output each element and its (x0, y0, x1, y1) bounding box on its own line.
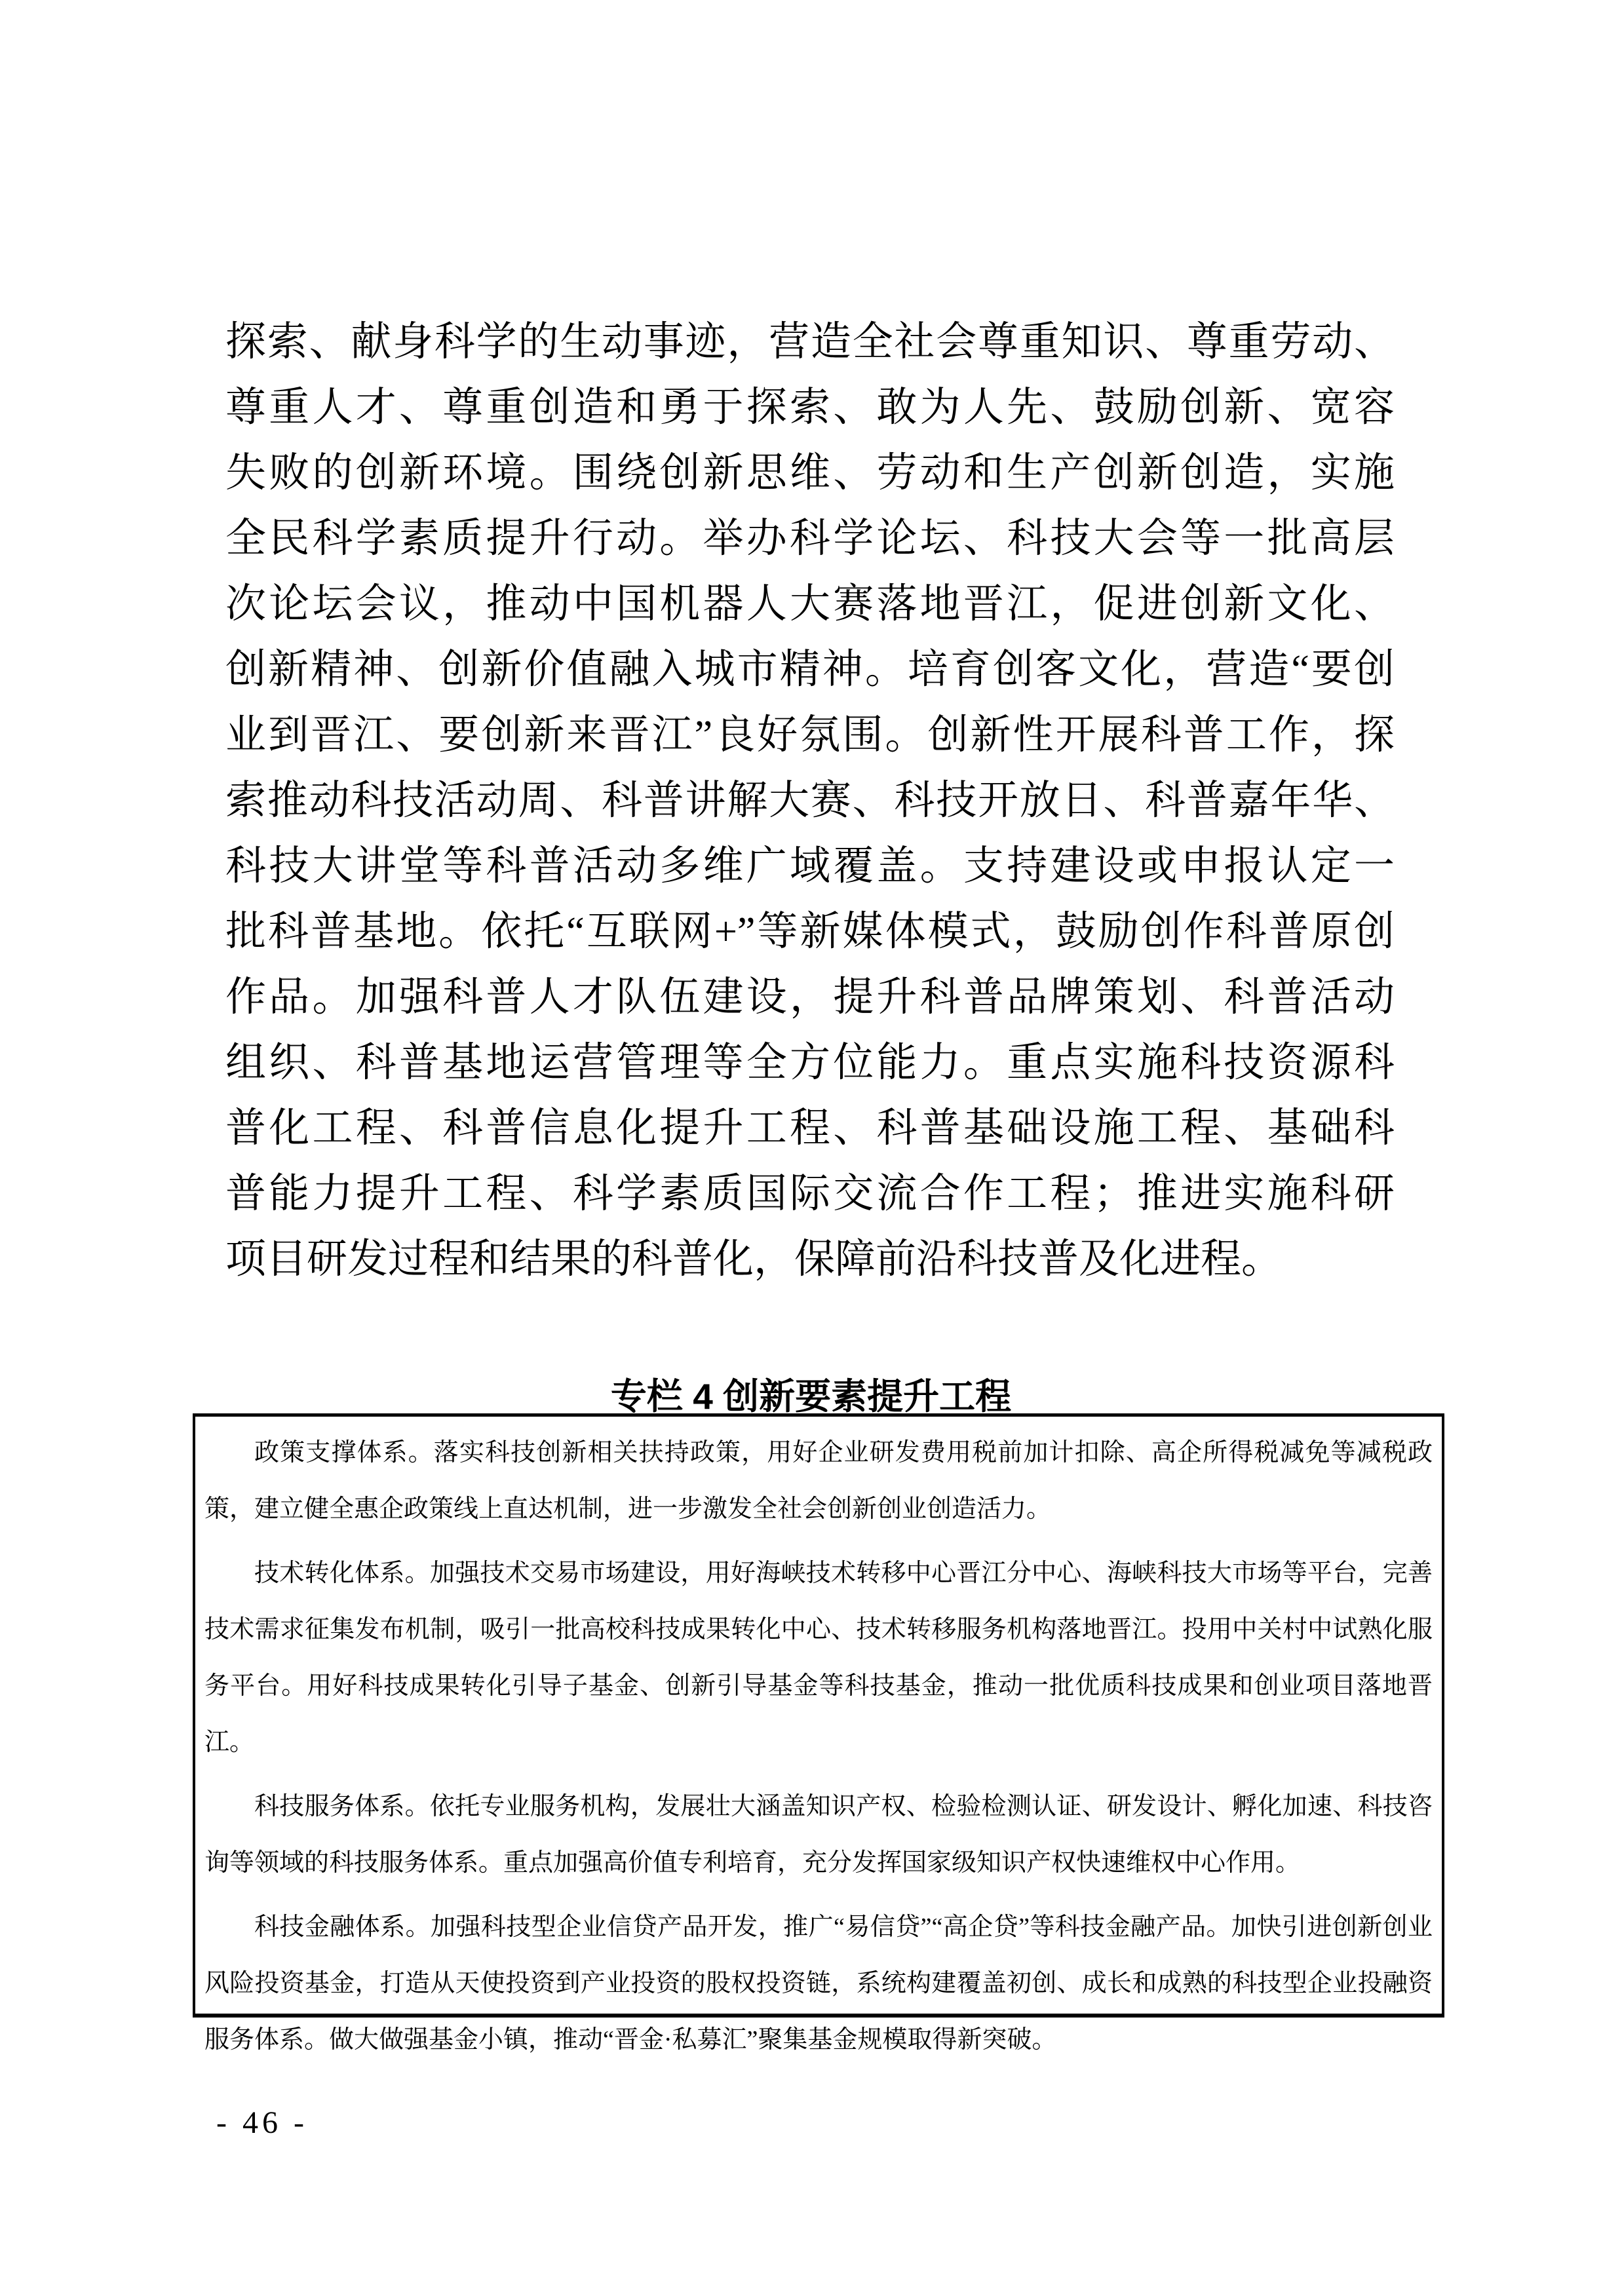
panel-paragraph-tech-service: 科技服务体系。依托专业服务机构，发展壮大涵盖知识产权、检验检测认证、研发设计、孵化加速、科技咨询等领域的科技服务体系。重点加强高价值专利培育，充分发挥国家级知识产权快速维权中心作用。 (204, 1793, 1433, 1877)
panel-paragraph-policy-support: 政策支撑体系。落实科技创新相关扶持政策，用好企业研发费用税前加计扣除、高企所得税减免等减税政策，建立健全惠企政策线上直达机制，进一步激发全社会创新创业创造活力。 (204, 1439, 1433, 1523)
body-line: 探索、献身科学的生动事迹，营造全社会尊重知识、尊重劳动、 (225, 320, 1395, 364)
body-line: 创新精神、创新价值融入城市精神。培育创客文化，营造“要创 (225, 647, 1395, 692)
body-line: 索推动科技活动周、科普讲解大赛、科技开放日、科普嘉年华、 (225, 778, 1395, 823)
body-line: 次论坛会议，推动中国机器人大赛落地晋江，促进创新文化、 (225, 582, 1395, 626)
body-line: 组织、科普基地运营管理等全方位能力。重点实施科技资源科 (225, 1041, 1395, 1085)
body-paragraph (225, 309, 1395, 1292)
panel-title: 专栏 4 创新要素提升工程 (610, 1375, 1012, 1417)
panel-paragraph-tech-transfer: 技术转化体系。加强技术交易市场建设，用好海峡技术转移中心晋江分中心、海峡科技大市场等平台，完善技术需求征集发布机制，吸引一批高校科技成果转化中心、技术转移服务机构落地晋江。投用中关村中试熟化服务平台。用好科技成果转化引导子基金、创新引导基金等科技基金，推动一批优质科技成果和创业项目落地晋江。 (204, 1559, 1433, 1756)
panel-paragraph-tech-finance: 科技金融体系。加强科技型企业信贷产品开发，推广“易信贷”“高企贷”等科技金融产品。加快引进创新创业风险投资基金，打造从天使投资到产业投资的股权投资链，系统构建覆盖初创、成长和成熟的科技型企业投融资服务体系。做大做强基金小镇，推动“晋金·私募汇”聚集基金规模取得新突破。 (204, 1913, 1433, 2054)
body-line: 失败的创新环境。围绕创新思维、劳动和生产创新创造，实施 (225, 451, 1395, 495)
page-number: - 46 - (216, 2105, 308, 2140)
body-line: 项目研发过程和结果的科普化，保障前沿科技普及化进程。 (225, 1237, 1283, 1282)
body-line: 科技大讲堂等科普活动多维广域覆盖。支持建设或申报认定一 (225, 844, 1395, 889)
panel-box (193, 1413, 1444, 2054)
body-line: 全民科学素质提升行动。举办科学论坛、科技大会等一批高层 (225, 516, 1395, 561)
body-line: 普能力提升工程、科学素质国际交流合作工程；推进实施科研 (225, 1172, 1395, 1216)
body-line: 普化工程、科普信息化提升工程、科普基础设施工程、基础科 (225, 1106, 1395, 1151)
body-line: 作品。加强科普人才队伍建设，提升科普品牌策划、科普活动 (225, 975, 1395, 1020)
body-line: 尊重人才、尊重创造和勇于探索、敢为人先、鼓励创新、宽容 (225, 385, 1395, 430)
body-line: 批科普基地。依托“互联网+”等新媒体模式，鼓励创作科普原创 (225, 909, 1395, 954)
body-line: 业到晋江、要创新来晋江”良好氛围。创新性开展科普工作，探 (225, 713, 1395, 757)
